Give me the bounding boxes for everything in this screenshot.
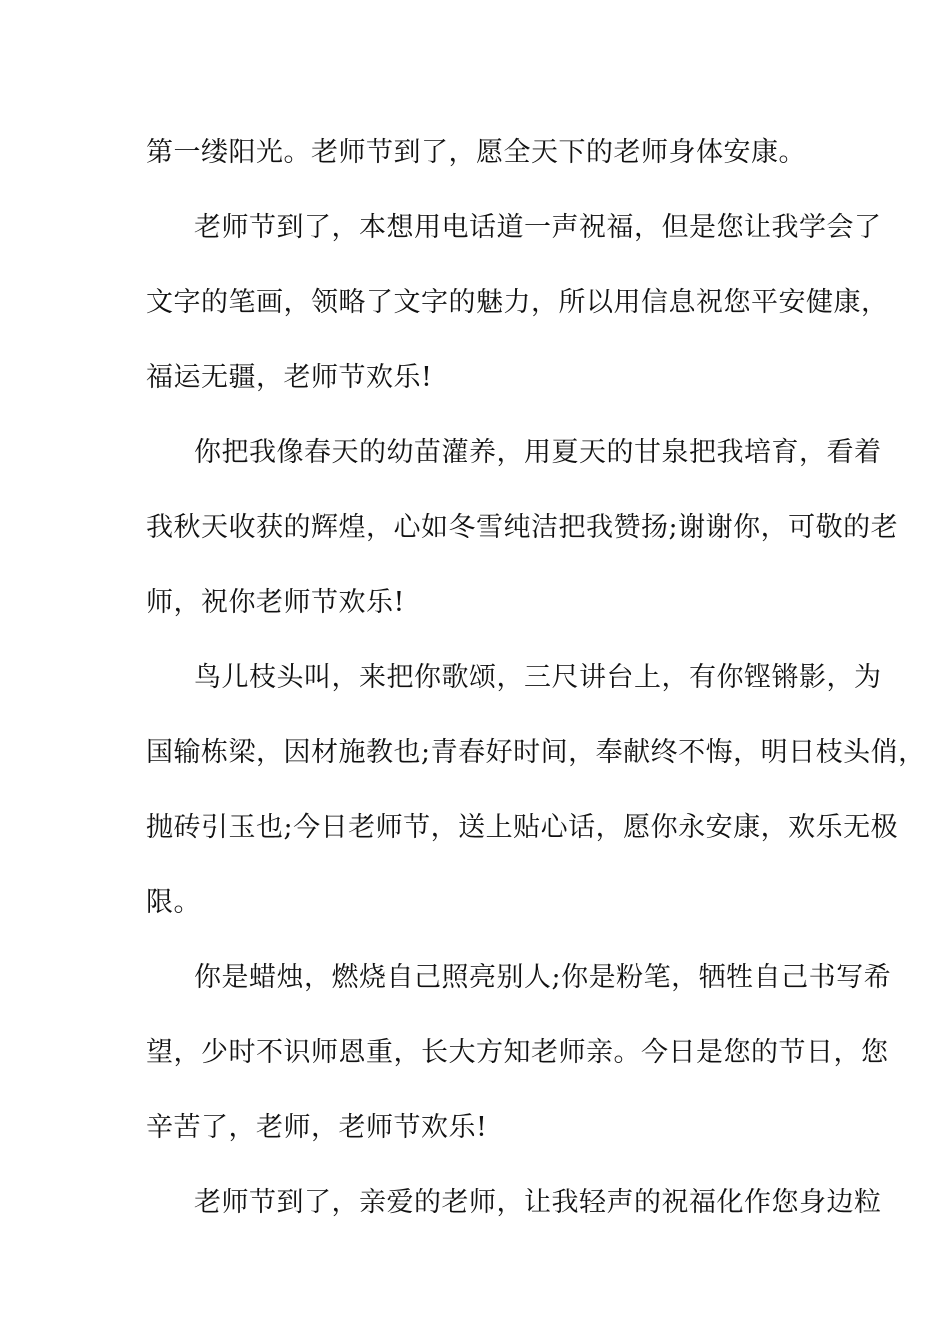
text-line: 限。 bbox=[146, 887, 201, 918]
text-line: 抛砖引玉也;今日老师节，送上贴心话，愿你永安康，欢乐无极 bbox=[146, 812, 899, 843]
text-line: 第一缕阳光。老师节到了，愿全天下的老师身体安康。 bbox=[146, 137, 806, 168]
text-line: 鸟儿枝头叫，来把你歌颂，三尺讲台上，有你铿锵影，为 bbox=[194, 662, 882, 693]
text-line: 我秋天收获的辉煌，心如冬雪纯洁把我赞扬;谢谢你，可敬的老 bbox=[146, 512, 899, 543]
text-line: 老师节到了，亲爱的老师，让我轻声的祝福化作您身边粒 bbox=[194, 1187, 882, 1218]
text-line: 老师节到了，本想用电话道一声祝福，但是您让我学会了 bbox=[194, 212, 882, 243]
text-line: 辛苦了，老师，老师节欢乐! bbox=[146, 1112, 488, 1143]
text-line: 师，祝你老师节欢乐! bbox=[146, 587, 405, 618]
document-body bbox=[146, 130, 926, 1255]
text-line: 文字的笔画，领略了文字的魅力，所以用信息祝您平安健康， bbox=[146, 287, 889, 318]
text-line: 望，少时不识师恩重，长大方知老师亲。今日是您的节日，您 bbox=[146, 1037, 889, 1068]
text-line: 你把我像春天的幼苗灌养，用夏天的甘泉把我培育，看着 bbox=[194, 437, 882, 468]
text-line: 国输栋梁，因材施教也;青春好时间，奉献终不悔，明日枝头俏， bbox=[146, 737, 926, 768]
text-line: 福运无疆，老师节欢乐! bbox=[146, 362, 433, 393]
text-line: 你是蜡烛，燃烧自己照亮别人;你是粉笔，牺牲自己书写希 bbox=[194, 962, 892, 993]
